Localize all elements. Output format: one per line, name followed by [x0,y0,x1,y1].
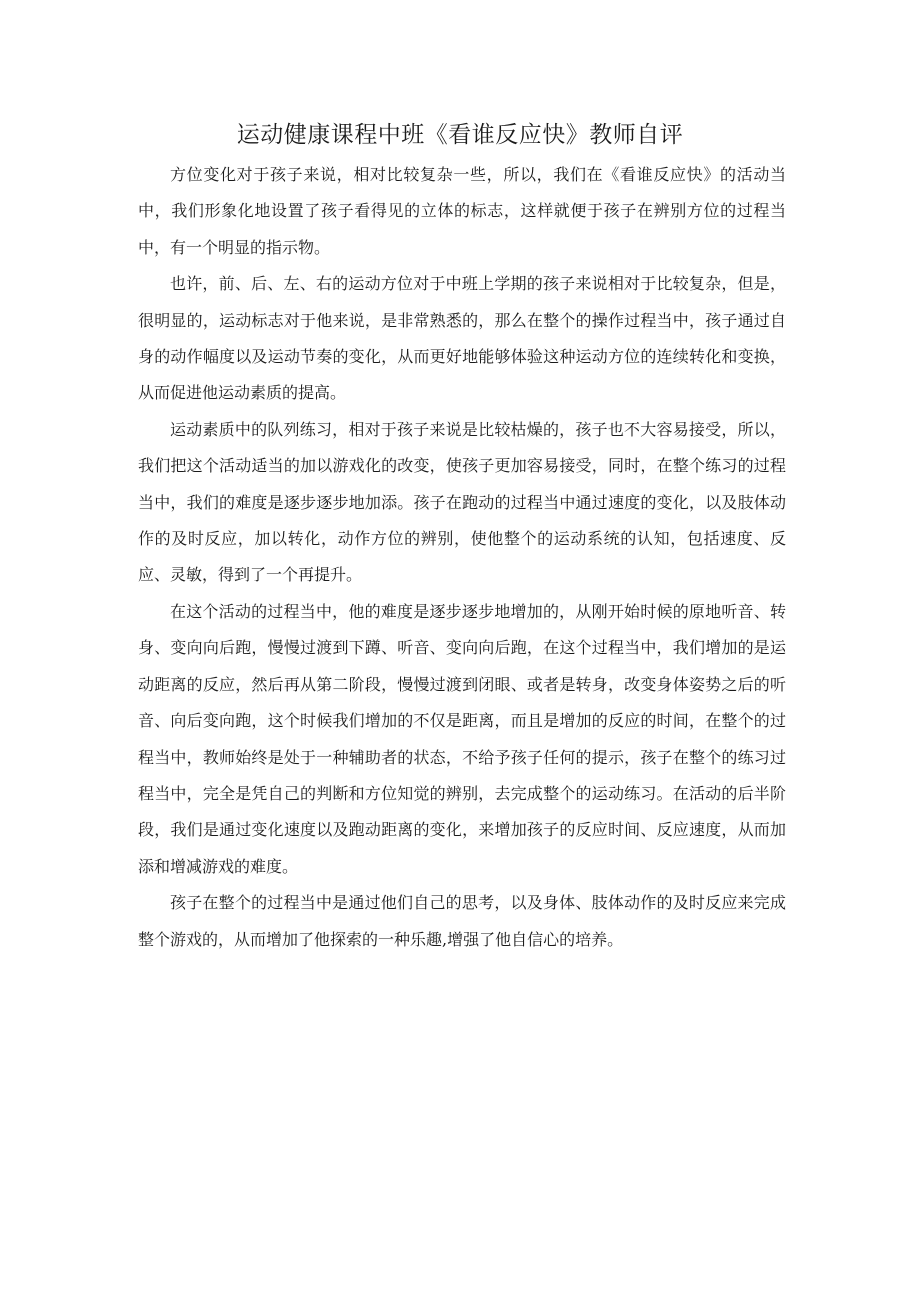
paragraph-3: 运动素质中的队列练习，相对于孩子来说是比较枯燥的，孩子也不大容易接受，所以，我们把这个活动适当的加以游戏化的改变，使孩子更加容易接受，同时，在整个练习的过程当中，我们的难度是逐步逐步地加添。孩子在跑动的过程当中通过速度的变化，以及肢体动作的及时反应，加以转化，动作方位的辨别，使他整个的运动系统的认知，包括速度、反应、灵敏，得到了一个再提升。 [138,419,786,585]
document-title: 运动健康课程中班《看谁反应快》教师自评 [236,122,684,148]
paragraph-4: 在这个活动的过程当中，他的难度是逐步逐步地增加的，从刚开始时候的原地听音、转身、变向向后跑，慢慢过渡到下蹲、听音、变向向后跑，在这个过程当中，我们增加的是运动距离的反应，然后再从第二阶段，慢慢过渡到闭眼、或者是转身，改变身体姿势之后的听音、向后变向跑，这个时候我们增加的不仅是距离，而且是增加的反应的时间，在整个的过程当中，教师始终是处于一种辅助者的状态，不给予孩子任何的提示，孩子在整个的练习过程当中，完全是凭自己的判断和方位知觉的辨别，去完成整个的运动练习。在活动的后半阶段，我们是通过变化速度以及跑动距离的变化，来增加孩子的反应时间、反应速度，从而加添和增减游戏的难度。 [138,601,786,876]
paragraph-1: 方位变化对于孩子来说，相对比较复杂一些，所以，我们在《看谁反应快》的活动当中，我们形象化地设置了孩子看得见的立体的标志，这样就便于孩子在辨别方位的过程当中，有一个明显的指示物。 [138,165,786,257]
paragraph-5: 孩子在整个的过程当中是通过他们自己的思考，以及身体、肢体动作的及时反应来完成整个游戏的，从而增加了他探索的一种乐趣,增强了他自信心的培养。 [138,893,786,949]
paragraph-2: 也许，前、后、左、右的运动方位对于中班上学期的孩子来说相对于比较复杂，但是，很明显的，运动标志对于他来说，是非常熟悉的，那么在整个的操作过程当中，孩子通过自身的动作幅度以及运动节奏的变化，从而更好地能够体验这种运动方位的连续转化和变换，从而促进他运动素质的提高。 [138,274,786,403]
document-body [138,157,786,958]
